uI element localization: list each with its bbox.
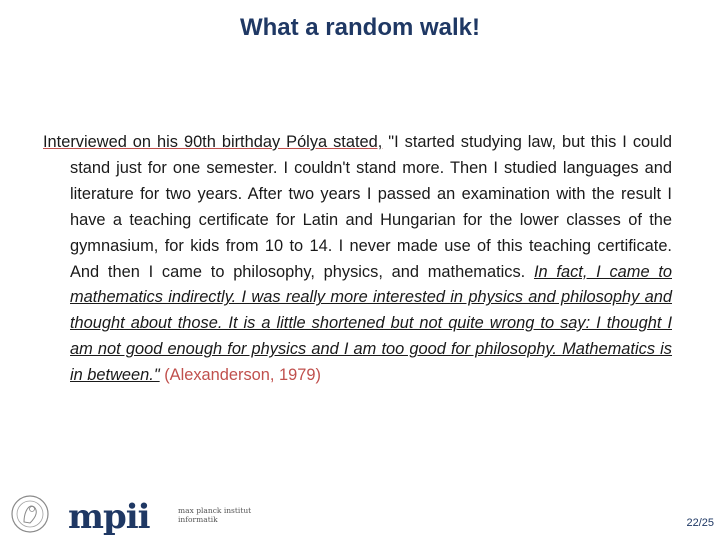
quote-block — [43, 130, 672, 389]
page-number: 22/25 — [686, 517, 714, 529]
quote-paragraph — [43, 130, 672, 389]
quote-citation: (Alexanderson, 1979) — [159, 366, 321, 385]
quote-intro — [43, 133, 382, 151]
quote-emphasis: In fact, I came to mathematics indirectly. I was really more interested in physics and philosophy and thought about those. It is a little shortened but not quite wrong to say: I thought I am not good enough for physics and I am too good for philosophy. Mathematics is in between." — [70, 262, 672, 385]
slide-title: What a random walk! — [239, 14, 481, 41]
quote-text: "I started studying law, but this I could stand just for one semester. I couldn't stand more. Then I studied languages and literature for two years. After two years I passed an examination with the result I have a teaching certificate for Latin and Hungarian for the lower classes of the gymnasium, for kids from 10 to 14. I never made use of this teaching certificate. And then I came to philosophy, physics, and mathematics. — [70, 133, 672, 281]
minerva-seal-icon — [10, 494, 50, 534]
footer-logo — [10, 494, 252, 537]
quote-intro-text: Interviewed on his 90th birthday Pólya stated, — [43, 133, 383, 151]
institute-line-1: max planck institut — [178, 506, 252, 515]
institute-name — [178, 506, 258, 524]
institute-line-2: informatik — [178, 515, 218, 524]
mpii-wordmark: mpii — [68, 497, 150, 537]
